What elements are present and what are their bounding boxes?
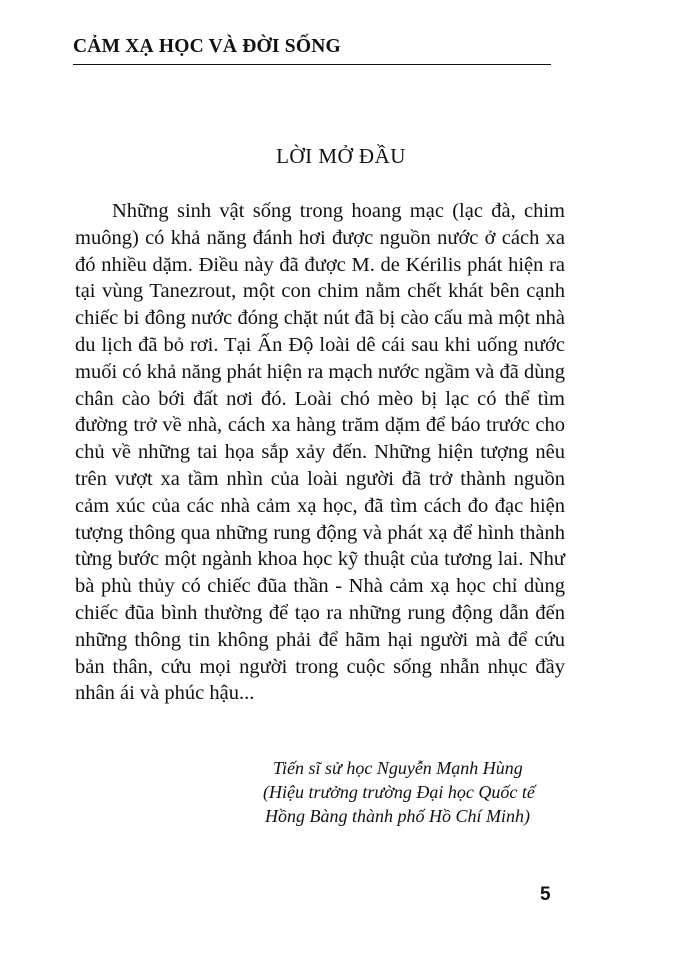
page-number: 5 xyxy=(540,884,551,905)
running-header-title: CẢM XẠ HỌC VÀ ĐỜI SỐNG xyxy=(73,36,341,57)
running-header xyxy=(73,34,551,65)
signature-affiliation-line-1: (Hiệu trưởng trường Đại học Quốc tế xyxy=(263,782,535,802)
signature-author-name: Tiến sĩ sử học Nguyễn Mạnh Hùng xyxy=(273,758,523,778)
chapter-title: LỜI MỞ ĐẦU xyxy=(276,144,406,168)
signature-affiliation-line-2: Hồng Bàng thành phố Hồ Chí Minh) xyxy=(265,806,530,826)
body-paragraph: Những sinh vật sống trong hoang mạc (lạc đà, chim muông) có khả năng đánh hơi được nguồn nước ở cách xa đó nhiều dặm. Điều này đã được M. de Kérilis phát hiện ra tại vùng Tanezrout, một con chim nằm chết khát bên cạnh chiếc bi đông nước đóng chặt nút đã bị cào cấu mà một nhà du lịch đã bỏ rơi. Tại Ấn Độ loài dê cái sau khi uống nước muối có khả năng phát hiện ra mạch nước ngầm và đã dùng chân cào bới đất nơi đó. Loài chó mèo bị lạc có thể tìm đường trở về nhà, cách xa hàng trăm dặm để báo trước cho chủ về những tai họa sắp xảy đến. Những hiện tượng nêu trên vượt xa tầm nhìn của loài người đã trở thành nguồn cảm xúc của các nhà cảm xạ học, đã tìm cách đo đạc hiện tượng thông qua những rung động và phát xạ để hình thành từng bước một ngành khoa học kỹ thuật của tương lai. Như bà phù thủy có chiếc đũa thần - Nhà cảm xạ học chỉ dùng chiếc đũa bình thường để tạo ra những rung động dẫn đến những thông tin không phải để hãm hại người mà để cứu bản thân, cứu mọi người trong cuộc sống nhẫn nhục đầy nhân ái và phúc hậu... xyxy=(75,200,565,705)
